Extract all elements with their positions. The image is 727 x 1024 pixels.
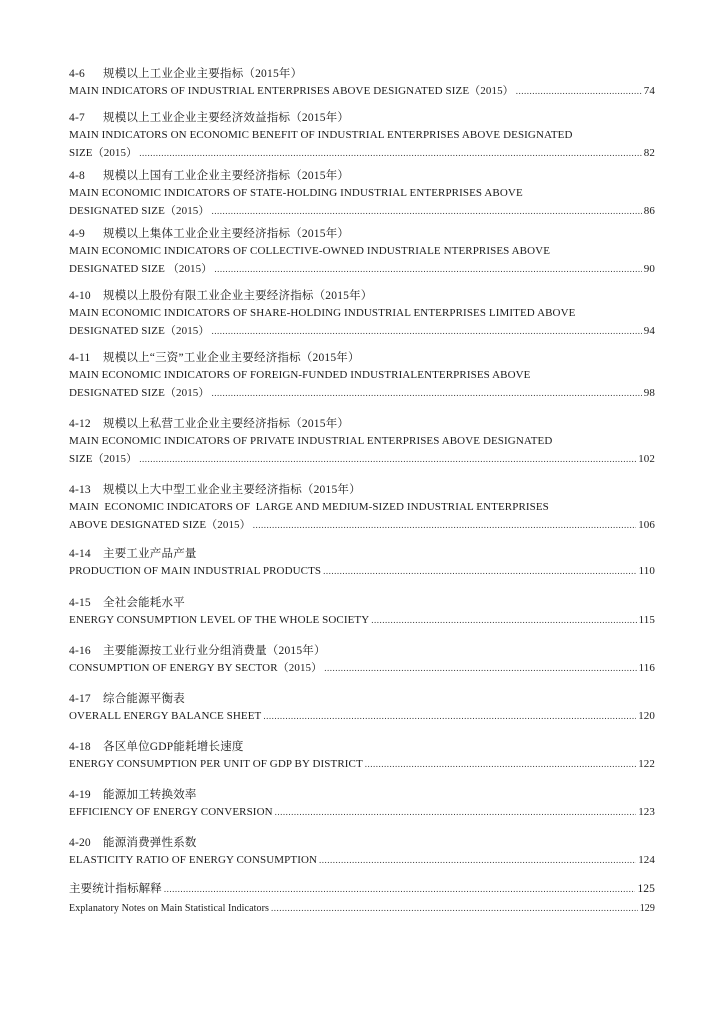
entry-cn-text: 能源加工转换效率: [103, 789, 197, 801]
toc-entry-4-10[interactable]: [69, 288, 655, 340]
entry-cn-text: 规模以上集体工业企业主要经济指标（2015年）: [103, 228, 350, 240]
entry-cn-text: 规模以上工业企业主要指标（2015年）: [103, 68, 303, 80]
entry-title-en[interactable]: [69, 385, 655, 403]
page-number: 86: [643, 204, 655, 217]
toc-entry-4-20[interactable]: [69, 835, 655, 870]
entry-en-text: ENERGY CONSUMPTION LEVEL OF THE WHOLE SOCIETY: [69, 614, 370, 626]
notes-en-text: Explanatory Notes on Main Statistical Indicators: [69, 902, 270, 914]
leader-dots: [139, 145, 642, 163]
entry-title-cn: [69, 739, 655, 756]
entry-cn-text: 规模以上“三资”工业企业主要经济指标（2015年）: [103, 352, 360, 364]
page-number: 102: [638, 452, 655, 465]
entry-cn-text: 各区单位GDP能耗增长速度: [103, 741, 244, 753]
leader-dots: [324, 660, 636, 678]
leader-dots: [371, 612, 636, 630]
entry-title-cn: [69, 110, 655, 127]
entry-en-text: MAIN ECONOMIC INDICATORS OF STATE-HOLDING INDUSTRIAL ENTERPRISES ABOVE: [69, 187, 523, 199]
toc-entry-notes-en[interactable]: [69, 900, 655, 918]
leader-dots: [271, 900, 638, 918]
leader-dots: [263, 708, 636, 726]
entry-number: 4-20: [69, 837, 91, 849]
toc-entry-4-19[interactable]: [69, 787, 655, 822]
page-number: 74: [643, 85, 655, 97]
toc-entry-4-8[interactable]: [69, 168, 655, 220]
entry-en-text: ABOVE DESIGNATED SIZE（2015）: [69, 518, 251, 531]
entry-number: 4-10: [69, 290, 91, 302]
entry-title-en[interactable]: [69, 708, 655, 726]
entry-title-cn: [69, 595, 655, 612]
entry-number: 4-8: [69, 170, 85, 182]
entry-title-en[interactable]: [69, 203, 655, 221]
toc-entry-4-11[interactable]: [69, 350, 655, 402]
entry-title-en[interactable]: [69, 451, 655, 469]
page-number: 115: [638, 614, 655, 626]
entry-cn-text: 全社会能耗水平: [103, 597, 185, 609]
entry-cn-text: 规模以上工业企业主要经济效益指标（2015年）: [103, 112, 350, 124]
toc-entry-4-17[interactable]: [69, 691, 655, 726]
entry-en-text: OVERALL ENERGY BALANCE SHEET: [69, 710, 262, 722]
entry-number: 4-11: [69, 352, 91, 364]
page-number: 122: [638, 758, 655, 770]
entry-cn-text: 能源消费弹性系数: [103, 837, 197, 849]
entry-title-en[interactable]: [69, 804, 655, 822]
leader-dots: [365, 756, 636, 774]
toc-entry-4-7[interactable]: [69, 110, 655, 162]
entry-number: 4-6: [69, 68, 85, 80]
entry-en-text: MAIN ECONOMIC INDICATORS OF PRIVATE INDUSTRIAL ENTERPRISES ABOVE DESIGNATED: [69, 435, 553, 447]
entry-en-text: MAIN INDICATORS OF INDUSTRIAL ENTERPRISES ABOVE DESIGNATED SIZE（2015）: [69, 85, 514, 97]
entry-title-cn: [69, 482, 655, 499]
toc-entry-notes-cn[interactable]: [69, 881, 655, 899]
page-number: 110: [638, 565, 655, 577]
entry-en-text: SIZE（2015）: [69, 452, 138, 465]
entry-title-cn: [69, 288, 655, 305]
page-number: 94: [643, 324, 655, 337]
notes-cn-text: 主要统计指标解释: [69, 883, 162, 895]
page-number: 106: [638, 518, 655, 531]
entry-title-cn: [69, 350, 655, 367]
toc-entry-4-14[interactable]: [69, 546, 655, 581]
entry-en-text: DESIGNATED SIZE（2015）: [69, 386, 210, 399]
entry-number: 4-14: [69, 548, 91, 560]
page-number: 82: [643, 146, 655, 159]
page-number: 129: [639, 902, 655, 914]
entry-cn-text: 主要工业产品产量: [103, 548, 197, 560]
toc-notes: [69, 881, 655, 917]
entry-title-cn: [69, 546, 655, 563]
leader-dots: [319, 852, 636, 870]
entry-title-en[interactable]: [69, 145, 655, 163]
toc-entry-4-13[interactable]: [69, 482, 655, 534]
entry-en-text: MAIN ECONOMIC INDICATORS OF SHARE-HOLDING INDUSTRIAL ENTERPRISES LIMITED ABOVE: [69, 307, 576, 319]
entry-en-text: PRODUCTION OF MAIN INDUSTRIAL PRODUCTS: [69, 565, 322, 577]
leader-dots: [516, 83, 642, 101]
entry-en-text: MAIN ECONOMIC INDICATORS OF LARGE AND MEDIUM-SIZED INDUSTRIAL ENTERPRISES: [69, 501, 549, 513]
leader-dots: [139, 451, 636, 469]
entry-en-text: DESIGNATED SIZE（2015）: [69, 324, 210, 337]
entry-en-text: CONSUMPTION OF ENERGY BY SECTOR（2015）: [69, 662, 323, 674]
leader-dots: [212, 203, 642, 221]
entry-cn-text: 综合能源平衡表: [103, 693, 185, 705]
entry-number: 4-12: [69, 418, 91, 430]
page-number: 124: [638, 854, 655, 866]
page-number: 120: [638, 710, 655, 722]
entry-number: 4-13: [69, 484, 91, 496]
page-number: 123: [638, 806, 655, 818]
entry-cn-text: 规模以上股份有限工业企业主要经济指标（2015年）: [103, 290, 373, 302]
entry-en-text: MAIN INDICATORS ON ECONOMIC BENEFIT OF INDUSTRIAL ENTERPRISES ABOVE DESIGNATED: [69, 129, 573, 141]
entry-title-en[interactable]: [69, 83, 655, 101]
entry-number: 4-15: [69, 597, 91, 609]
leader-dots: [275, 804, 637, 822]
entry-title-cn: [69, 643, 655, 660]
toc-entry-4-16[interactable]: [69, 643, 655, 678]
leader-dots: [212, 385, 642, 403]
entry-number: 4-19: [69, 789, 91, 801]
entry-title-cn: [69, 787, 655, 804]
page-number: 116: [638, 662, 655, 674]
page-number: 125: [637, 883, 655, 895]
entry-title-en[interactable]: [69, 323, 655, 341]
entry-cn-text: 规模以上私营工业企业主要经济指标（2015年）: [103, 418, 350, 430]
entry-title-cn: [69, 835, 655, 852]
entry-en-text: MAIN ECONOMIC INDICATORS OF COLLECTIVE-OWNED INDUSTRIALE NTERPRISES ABOVE: [69, 245, 551, 257]
toc-entry-4-15[interactable]: [69, 595, 655, 630]
entry-title-cn: [69, 66, 655, 83]
entry-title-cn: [69, 416, 655, 433]
page-number: 98: [643, 386, 655, 399]
entry-number: 4-17: [69, 693, 91, 705]
entry-title-cn: [69, 691, 655, 708]
entry-en-text: EFFICIENCY OF ENERGY CONVERSION: [69, 806, 273, 818]
entry-cn-text: 规模以上国有工业企业主要经济指标（2015年）: [103, 170, 350, 182]
entry-number: 4-7: [69, 112, 85, 124]
leader-dots: [164, 881, 636, 899]
toc-entry-4-6[interactable]: [69, 66, 655, 101]
page-number: 90: [643, 262, 655, 275]
toc-entry-4-18[interactable]: [69, 739, 655, 774]
toc-entry-4-9[interactable]: [69, 226, 655, 278]
entry-title-en[interactable]: [69, 517, 655, 535]
entry-title-en[interactable]: [69, 756, 655, 774]
leader-dots: [212, 323, 642, 341]
entry-title-cn: [69, 168, 655, 185]
entry-title-en[interactable]: [69, 660, 655, 678]
leader-dots: [323, 563, 636, 581]
entry-title-en[interactable]: [69, 852, 655, 870]
entry-title-cn: [69, 226, 655, 243]
entry-en-text: MAIN ECONOMIC INDICATORS OF FOREIGN-FUNDED INDUSTRIALENTERPRISES ABOVE: [69, 369, 531, 381]
entry-title-en[interactable]: [69, 612, 655, 630]
entry-number: 4-16: [69, 645, 91, 657]
leader-dots: [253, 517, 636, 535]
entry-en-text: SIZE（2015）: [69, 146, 138, 159]
entry-cn-text: 主要能源按工业行业分组消费量（2015年）: [103, 645, 326, 657]
entry-en-text: DESIGNATED SIZE（2015）: [69, 204, 210, 217]
toc-entry-4-12[interactable]: [69, 416, 655, 468]
entry-number: 4-18: [69, 741, 91, 753]
entry-title-en[interactable]: [69, 261, 655, 279]
entry-en-text: ENERGY CONSUMPTION PER UNIT OF GDP BY DISTRICT: [69, 758, 363, 770]
leader-dots: [214, 261, 641, 279]
entry-en-text: ELASTICITY RATIO OF ENERGY CONSUMPTION: [69, 854, 318, 866]
entry-title-en[interactable]: [69, 563, 655, 581]
entry-en-text: DESIGNATED SIZE （2015）: [69, 262, 213, 275]
entry-cn-text: 规模以上大中型工业企业主要经济指标（2015年）: [103, 484, 361, 496]
entry-number: 4-9: [69, 228, 85, 240]
